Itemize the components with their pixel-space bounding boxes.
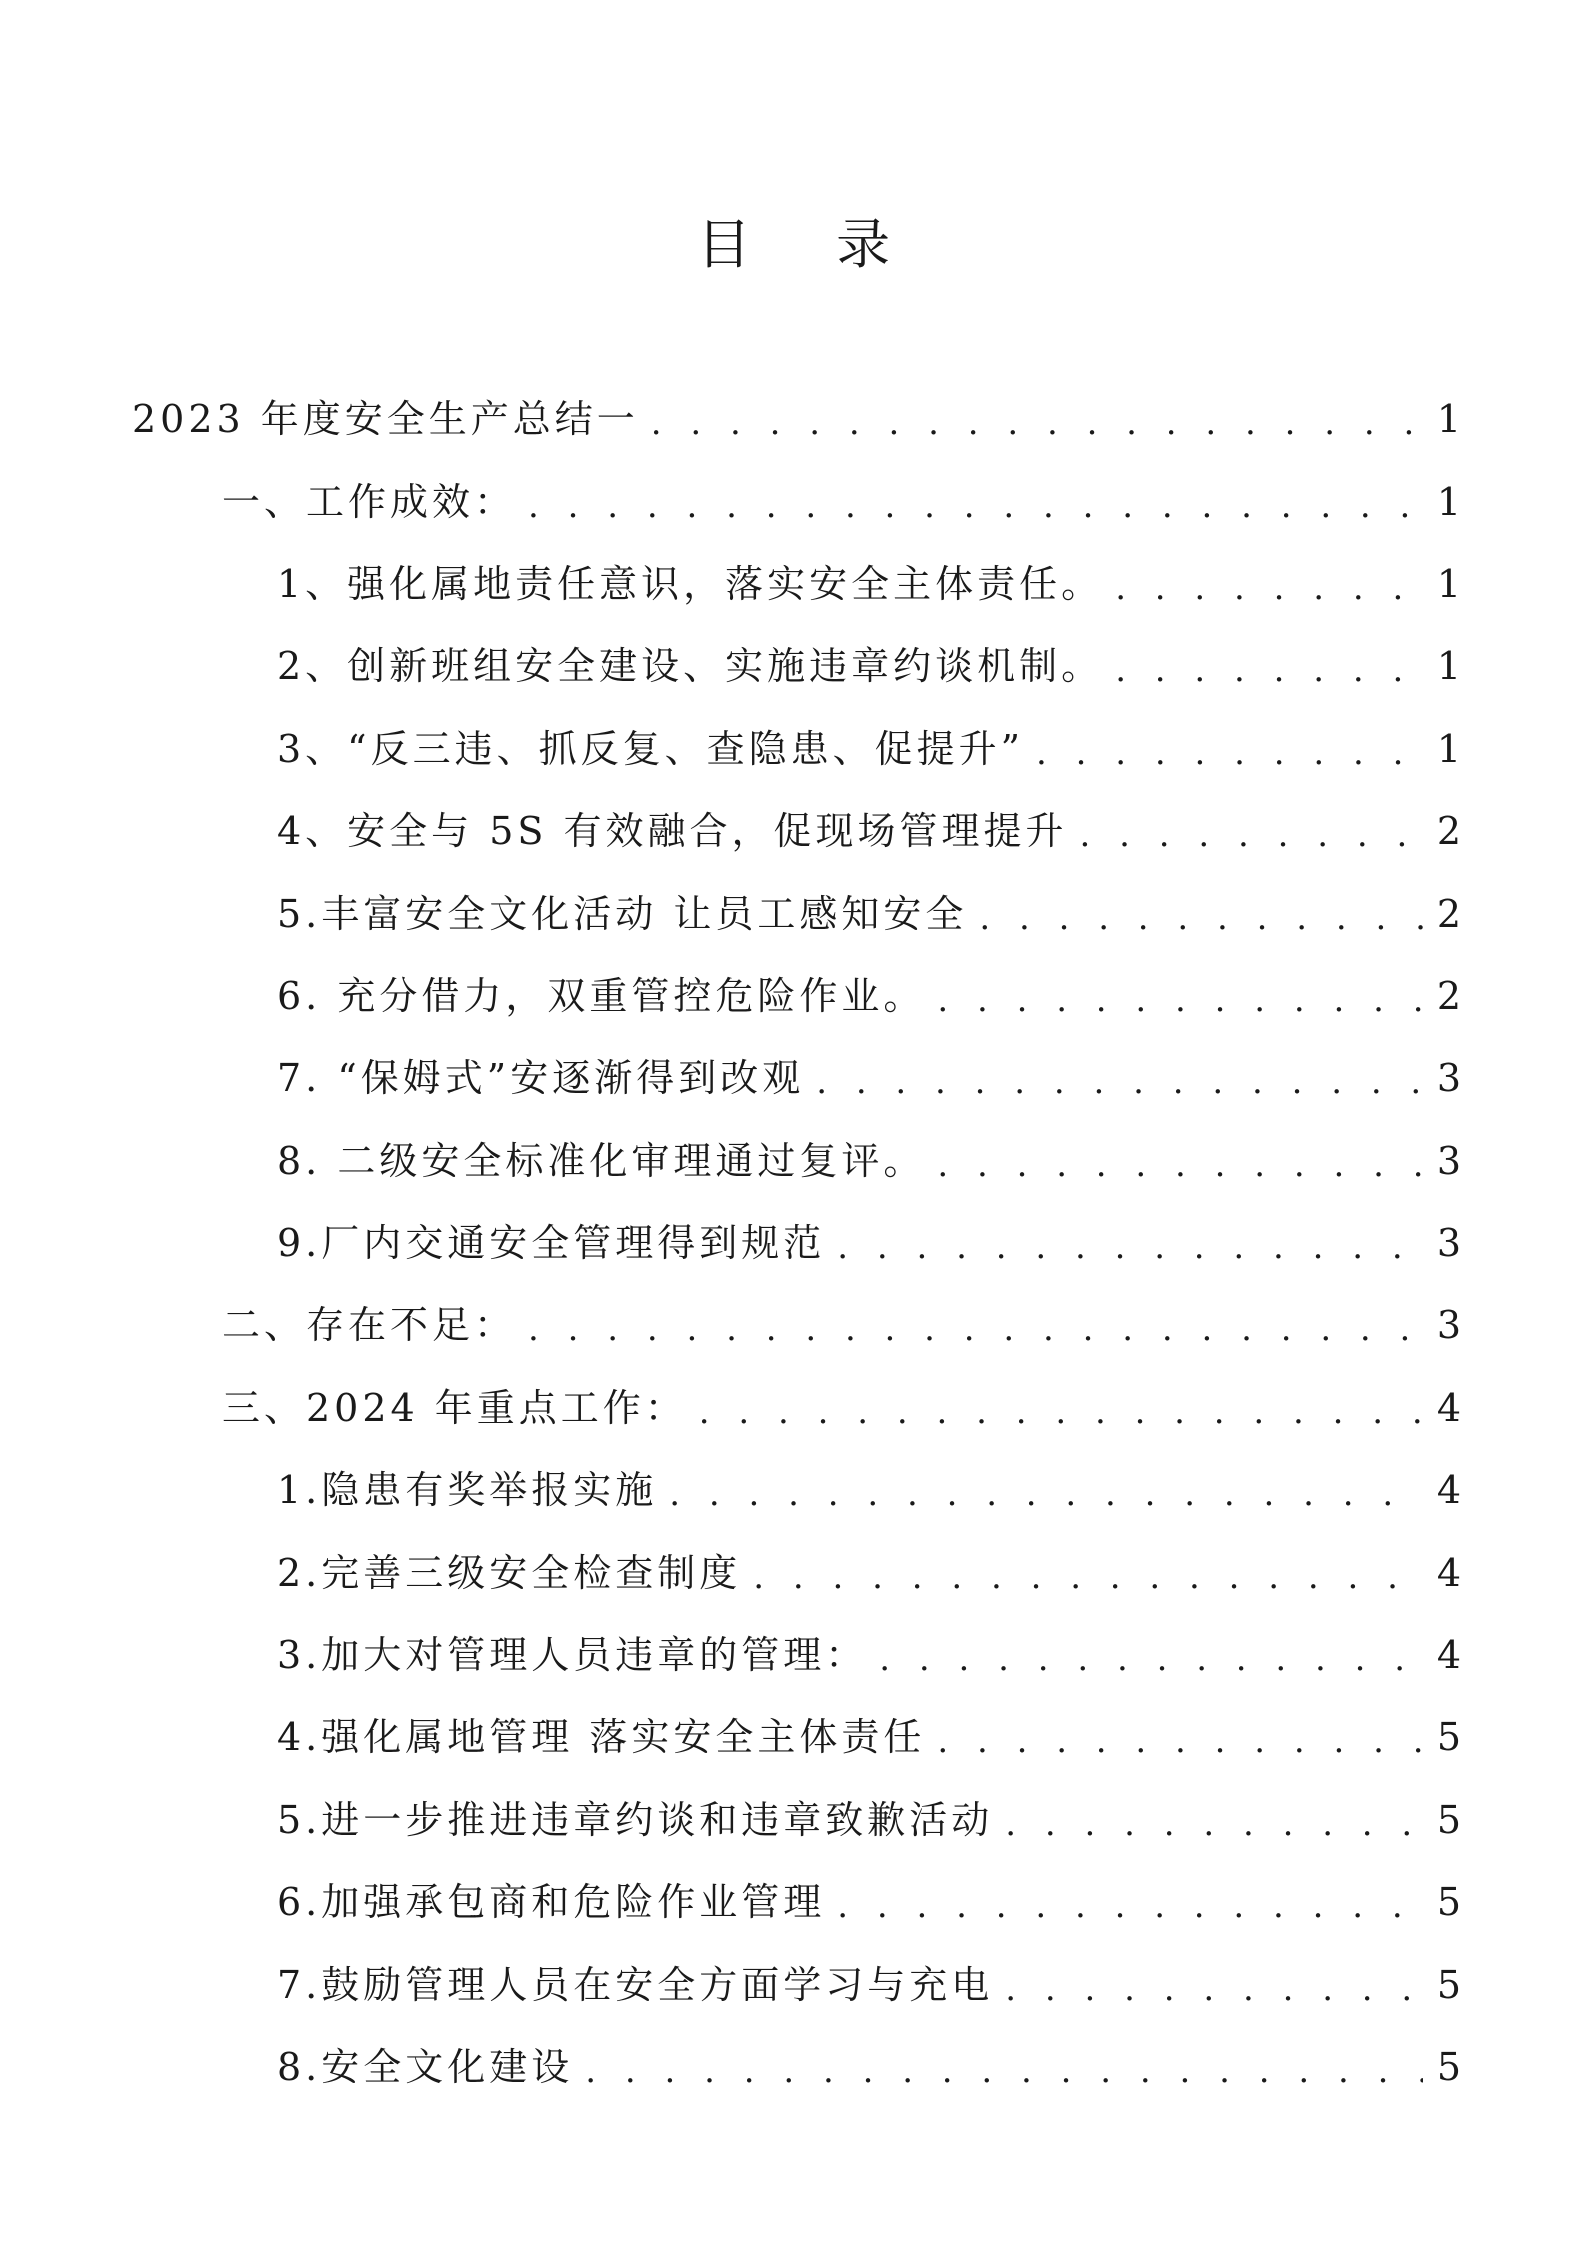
toc-entry[interactable] [0,2026,1587,2108]
toc-dot-leader [528,1304,1423,1354]
toc-page-number: 2 [1436,891,1461,936]
toc-page-number: 3 [1436,1138,1461,1183]
toc-entry[interactable] [0,1120,1587,1202]
toc-entry-text: 2、创新班组安全建设、实施违章约谈机制。 [277,644,1104,689]
toc-entry-text: 3、“反三违、抓反复、查隐患、促提升” [277,726,1025,771]
toc-entry[interactable] [0,1449,1587,1531]
toc-entry-text: 8. 二级安全标准化审理通过复评。 [277,1138,926,1183]
toc-entry-text: 1.隐患有奖举报实施 [277,1468,658,1513]
toc-page-number: 4 [1436,1468,1461,1513]
toc-dot-leader [837,1881,1423,1931]
toc-entry-text: 2.完善三级安全检查制度 [277,1550,742,1595]
toc-entry[interactable] [0,1943,1587,2025]
toc-list [0,378,1587,2108]
toc-page-number: 1 [1436,479,1461,524]
toc-page-number: 3 [1436,1221,1461,1266]
toc-entry-text: 5.丰富安全文化活动 让员工感知安全 [277,891,968,936]
toc-entry[interactable] [0,1861,1587,1943]
toc-entry[interactable] [0,790,1587,872]
toc-entry-text: 三、2024 年重点工作： [222,1385,687,1430]
toc-entry-text: 7. “保姆式”安逐渐得到改观 [277,1056,805,1101]
toc-entry-text: 4.强化属地管理 落实安全主体责任 [277,1715,926,1760]
toc-entry[interactable] [0,872,1587,954]
toc-entry[interactable] [0,1037,1587,1119]
toc-entry[interactable] [0,1284,1587,1366]
toc-page-number: 2 [1436,973,1461,1018]
toc-dot-leader [937,975,1422,1025]
toc-dot-leader [1005,1799,1423,1849]
toc-entry[interactable] [0,955,1587,1037]
toc-dot-leader [528,481,1423,531]
toc-entry[interactable] [0,378,1587,460]
toc-entry[interactable] [0,1202,1587,1284]
toc-page-number: 4 [1436,1550,1461,1595]
toc-dot-leader [816,1057,1423,1107]
toc-entry-text: 一、工作成效： [222,479,517,524]
toc-dot-leader [1036,728,1423,778]
toc-dot-leader [937,1140,1422,1190]
toc-title: 目 录 [696,213,925,276]
toc-entry-text: 二、存在不足： [222,1303,517,1348]
toc-page-number: 2 [1436,809,1461,854]
toc-page-number: 5 [1436,1962,1461,2007]
toc-entry-text: 5.进一步推进违章约谈和违章致歉活动 [277,1797,994,1842]
toc-entry-text: 1、强化属地责任意识，落实安全主体责任。 [277,561,1104,606]
toc-dot-leader [879,1634,1423,1684]
toc-entry[interactable] [0,708,1587,790]
toc-dot-leader [937,1716,1422,1766]
toc-entry[interactable] [0,1367,1587,1449]
toc-entry[interactable] [0,625,1587,707]
toc-dot-leader [669,1469,1423,1519]
toc-page-number: 5 [1436,1797,1461,1842]
toc-dot-leader [585,2046,1423,2096]
toc-entry-text: 2023 年度安全生产总结一 [132,397,639,442]
toc-page-number: 3 [1436,1056,1461,1101]
toc-page-number: 5 [1436,2045,1461,2089]
toc-dot-leader [699,1387,1423,1437]
toc-page-number: 1 [1436,726,1461,771]
toc-entry-text: 3.加大对管理人员违章的管理： [277,1633,868,1678]
toc-dot-leader [1115,563,1423,613]
toc-dot-leader [979,893,1422,943]
toc-entry[interactable] [0,1696,1587,1778]
toc-entry-text: 4、安全与 5S 有效融合，促现场管理提升 [277,809,1068,854]
toc-entry-text: 9.厂内交通安全管理得到规范 [277,1221,826,1266]
toc-page-number: 4 [1436,1633,1461,1678]
toc-page-number: 5 [1436,1880,1461,1925]
toc-entry-text: 8.安全文化建设 [277,2045,574,2089]
toc-page-number: 4 [1436,1385,1461,1430]
toc-page-number: 1 [1436,397,1461,442]
toc-page-number: 1 [1436,561,1461,606]
toc-entry-text: 6.加强承包商和危险作业管理 [277,1880,826,1925]
toc-entry[interactable] [0,543,1587,625]
toc-entry-text: 7.鼓励管理人员在安全方面学习与充电 [277,1962,994,2007]
toc-entry[interactable] [0,1531,1587,1613]
toc-page-number: 5 [1436,1715,1461,1760]
toc-entry[interactable] [0,460,1587,542]
toc-dot-leader [1005,1964,1423,2014]
toc-dot-leader [753,1552,1423,1602]
toc-entry[interactable] [0,1614,1587,1696]
toc-dot-leader [1115,645,1423,695]
toc-entry[interactable] [0,1779,1587,1861]
toc-page-number: 3 [1436,1303,1461,1348]
toc-dot-leader [651,398,1423,448]
toc-entry-text: 6. 充分借力，双重管控危险作业。 [277,973,926,1018]
toc-dot-leader [837,1222,1423,1272]
toc-dot-leader [1080,810,1423,860]
toc-page-number: 1 [1436,644,1461,689]
